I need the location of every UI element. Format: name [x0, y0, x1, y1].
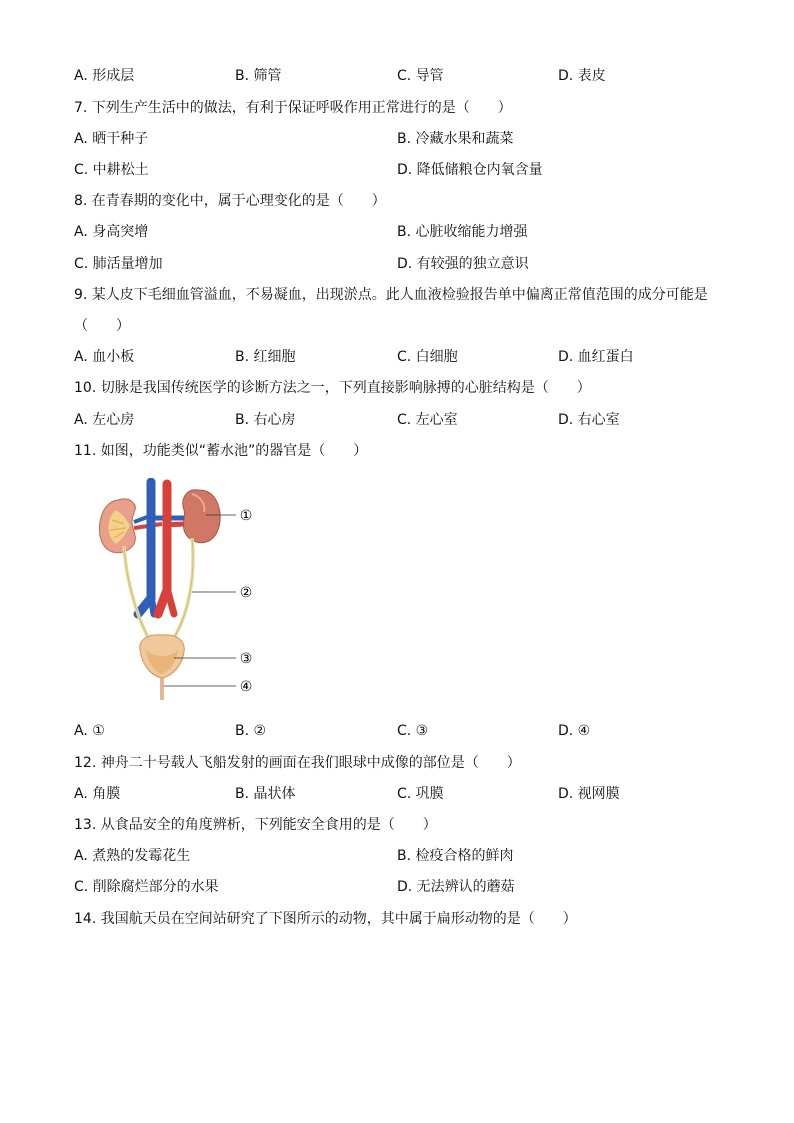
option-row	[0, 844, 794, 868]
option-c: C. 导管	[397, 68, 444, 84]
option-d: D. 表皮	[558, 68, 606, 84]
question-9-stem-continued: （ ）	[74, 318, 130, 334]
label-3: ③	[239, 651, 253, 667]
question-10-stem: 10. 切脉是我国传统医学的诊断方法之一，下列直接影响脉搏的心脏结构是（ ）	[74, 380, 591, 396]
option-c: C. 肺活量增加	[74, 256, 163, 272]
urinary-system-diagram	[96, 478, 266, 703]
option-c: C. 削除腐烂部分的水果	[74, 879, 219, 895]
option-c: C. 左心室	[397, 412, 458, 428]
label-4: ④	[239, 679, 253, 695]
option-row	[0, 220, 794, 244]
right-ureter	[170, 538, 193, 644]
question-14-stem: 14. 我国航天员在空间站研究了下图所示的动物，其中属于扁形动物的是（ ）	[74, 911, 577, 927]
option-c: C. 中耕松土	[74, 162, 149, 178]
option-d: D. 无法辨认的蘑菇	[397, 879, 515, 895]
option-a: A. 晒干种子	[74, 131, 149, 147]
option-b: B. 冷藏水果和蔬菜	[397, 131, 514, 147]
option-row	[0, 782, 794, 806]
label-2: ②	[239, 585, 253, 601]
option-a: A. 左心房	[74, 412, 135, 428]
option-b: B. 晶状体	[235, 786, 296, 802]
option-d: D. 视网膜	[558, 786, 620, 802]
option-c: C. 巩膜	[397, 786, 444, 802]
label-1: ①	[239, 508, 253, 524]
option-row	[0, 64, 794, 88]
option-b: B. 检疫合格的鲜肉	[397, 848, 514, 864]
question-13-stem: 13. 从食品安全的角度辨析，下列能安全食用的是（ ）	[74, 817, 437, 833]
option-c: C. 白细胞	[397, 349, 458, 365]
option-d: D. 降低储粮仓内氧含量	[397, 162, 543, 178]
option-a: A. ①	[74, 723, 105, 739]
option-a: A. 身高突增	[74, 224, 149, 240]
option-row	[0, 408, 794, 432]
question-9-stem: 9. 某人皮下毛细血管溢血，不易凝血，出现淤点。此人血液检验报告单中偏离正常值范围的成分可能是	[74, 287, 708, 303]
option-row	[0, 158, 794, 182]
option-row	[0, 345, 794, 369]
option-row	[0, 127, 794, 151]
option-b: B. 红细胞	[235, 349, 296, 365]
option-b: B. 右心房	[235, 412, 296, 428]
question-8-stem: 8. 在青春期的变化中，属于心理变化的是（ ）	[74, 193, 386, 209]
option-a: A. 血小板	[74, 349, 135, 365]
option-c: C. ③	[397, 723, 429, 739]
right-kidney	[183, 490, 220, 543]
option-b: B. ②	[235, 723, 267, 739]
option-row	[0, 719, 794, 743]
option-b: B. 筛管	[235, 68, 282, 84]
question-11-stem: 11. 如图，功能类似“蓄水池”的器官是（ ）	[74, 443, 368, 459]
option-b: B. 心脏收缩能力增强	[397, 224, 528, 240]
option-a: A. 形成层	[74, 68, 135, 84]
bladder	[140, 635, 184, 678]
option-a: A. 角膜	[74, 786, 121, 802]
option-row	[0, 875, 794, 899]
question-12-stem: 12. 神舟二十号载人飞船发射的画面在我们眼球中成像的部位是（ ）	[74, 755, 521, 771]
option-d: D. 有较强的独立意识	[397, 256, 529, 272]
option-d: D. 血红蛋白	[558, 349, 634, 365]
option-d: D. 右心室	[558, 412, 620, 428]
left-kidney	[99, 499, 135, 553]
option-d: D. ④	[558, 723, 591, 739]
question-7-stem: 7. 下列生产生活中的做法，有利于保证呼吸作用正常进行的是（ ）	[74, 100, 512, 116]
option-row	[0, 252, 794, 276]
option-a: A. 煮熟的发霉花生	[74, 848, 191, 864]
